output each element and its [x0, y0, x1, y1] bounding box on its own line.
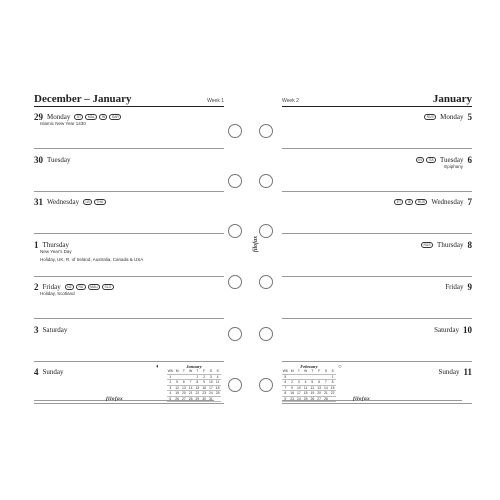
left-week-label: Week 1: [207, 98, 224, 104]
day-name: Tuesday: [440, 155, 464, 164]
calendar-date: 25: [303, 396, 308, 401]
calendar-weekday: S: [324, 369, 327, 373]
calendar-date: 12: [310, 385, 315, 390]
calendar-date: 29: [195, 396, 200, 401]
country-badge: NZ: [65, 284, 74, 290]
binder-hole: [259, 224, 273, 238]
calendar-month-title: February: [300, 364, 318, 369]
calendar-week-row: [167, 397, 221, 403]
calendar-weekday: M: [175, 369, 179, 373]
right-moon-icon: ○: [338, 364, 342, 370]
calendar-date: 15: [195, 385, 200, 390]
right-mini-calendar: [282, 364, 336, 402]
binder-hole: [228, 275, 242, 289]
holiday-badges: [420, 242, 434, 248]
calendar-date: 10: [208, 380, 213, 384]
day-name: Thursday: [42, 240, 69, 249]
left-day-wednesday[interactable]: [34, 192, 224, 234]
day-note: Holiday, UK, R. of Ireland, Australia, Canada & USA: [40, 256, 144, 262]
calendar-date: 12: [175, 385, 180, 390]
country-badge: MAL: [85, 114, 97, 120]
calendar-date: 5: [311, 380, 314, 384]
calendar-date: 28: [188, 396, 193, 401]
calendar-date: 20: [317, 391, 322, 395]
calendar-date: 23: [290, 396, 295, 401]
calendar-date: [174, 375, 181, 380]
country-badge: ET: [394, 199, 403, 205]
day-name: Thursday: [437, 240, 464, 249]
calendar-date: 16: [202, 385, 207, 390]
calendar-week-cell: 3: [169, 385, 172, 390]
calendar-date: 20: [181, 391, 186, 395]
day-heading: [282, 281, 472, 293]
calendar-date: 10: [296, 385, 301, 390]
calendar-date: 9: [291, 385, 294, 390]
calendar-date: 19: [310, 391, 315, 395]
calendar-date: 2: [203, 374, 206, 379]
left-header: [34, 92, 224, 107]
binder-hole: [228, 224, 242, 238]
holiday-badges: [64, 284, 115, 290]
calendar-week-cell: 7: [284, 385, 287, 390]
day-note: Holiday, Scotland: [40, 291, 75, 296]
day-name: Wednesday: [47, 198, 80, 206]
country-badge: IN: [416, 157, 424, 163]
calendar-weekday: F: [318, 369, 321, 373]
day-heading: [282, 196, 472, 208]
calendar-weekday: S: [216, 369, 219, 373]
calendar-date: [181, 375, 188, 380]
calendar-date: 22: [330, 391, 335, 395]
calendar-date: 13: [317, 385, 322, 390]
binder-hole: [228, 174, 242, 188]
binder-hole: [259, 124, 273, 138]
left-brand-logo: filofax: [106, 396, 124, 402]
calendar-date: 14: [188, 385, 193, 390]
day-note: Epiphany: [444, 163, 463, 169]
calendar-date: 24: [296, 396, 301, 401]
calendar-date: 19: [175, 391, 180, 395]
day-note: New Year's Day: [40, 248, 72, 254]
calendar-month-title: January: [186, 364, 202, 369]
calendar-date: 14: [323, 385, 328, 390]
left-day-saturday[interactable]: [34, 320, 224, 362]
day-name: Sunday: [42, 368, 64, 376]
calendar-date: 28: [323, 396, 328, 401]
calendar-week-cell: 6: [284, 380, 287, 384]
calendar-date: [309, 375, 316, 380]
calendar-date: 13: [181, 385, 186, 390]
calendar-date: 24: [208, 391, 213, 395]
holiday-badges: [82, 199, 107, 205]
calendar-date: 18: [303, 391, 308, 395]
binder-hole: [228, 327, 242, 341]
calendar-weekday: T: [182, 369, 185, 373]
day-name: Sunday: [438, 368, 460, 376]
day-heading: [282, 239, 472, 251]
left-day-friday[interactable]: [34, 277, 224, 319]
calendar-weekday: F: [203, 369, 206, 373]
calendar-date: 5: [176, 380, 179, 384]
day-heading: [34, 196, 224, 208]
calendar-date: 8: [331, 380, 334, 384]
day-number: 11: [463, 367, 472, 377]
right-brand-logo: filofax: [353, 396, 371, 402]
calendar-date: 7: [324, 380, 327, 384]
binder-hole: [259, 275, 273, 289]
calendar-date: 30: [202, 396, 207, 401]
calendar-week-row: [282, 397, 336, 403]
calendar-date: [187, 375, 194, 380]
calendar-weekday: W: [189, 369, 193, 373]
calendar-date: 21: [188, 391, 193, 395]
day-number: 5: [467, 112, 472, 122]
binder-hole: [228, 124, 242, 138]
left-day-monday[interactable]: [34, 107, 224, 149]
calendar-week-cell: 2: [169, 380, 172, 384]
calendar-date: 17: [296, 391, 301, 395]
right-day-saturday[interactable]: [282, 320, 472, 362]
holiday-badges: [415, 157, 437, 163]
calendar-date: 31: [208, 396, 213, 401]
right-page: [282, 92, 472, 397]
right-day-thursday[interactable]: [282, 235, 472, 277]
day-number: 10: [463, 324, 472, 335]
calendar-weekday: T: [196, 369, 199, 373]
country-badge: SAR: [109, 114, 121, 120]
right-day-tuesday[interactable]: [282, 150, 472, 192]
country-badge: ST: [74, 114, 83, 120]
calendar-weekday: T: [297, 369, 300, 373]
left-page-title: December – January: [34, 93, 132, 105]
calendar-date: [316, 375, 323, 380]
calendar-date: 11: [215, 380, 220, 384]
binder-hole: [259, 378, 273, 392]
day-name: Tuesday: [47, 155, 71, 164]
calendar-week-cell: 9: [284, 396, 287, 401]
day-number: 30: [34, 154, 43, 165]
day-name: Saturday: [42, 325, 68, 334]
country-badge: THA: [94, 199, 106, 205]
country-badge: MAU: [88, 284, 100, 290]
calendar-date: 15: [330, 385, 335, 390]
calendar-date: [302, 375, 309, 380]
left-moon-icon: ◐: [156, 364, 160, 370]
calendar-weekday: S: [331, 369, 334, 373]
left-page: [34, 92, 224, 397]
day-number: 3: [34, 324, 39, 335]
right-day-wednesday[interactable]: [282, 192, 472, 234]
right-day-friday[interactable]: [282, 277, 472, 319]
day-number: 8: [467, 239, 472, 250]
calendar-date: 1: [196, 374, 199, 379]
day-name: Monday: [47, 113, 71, 121]
calendar-date: 4: [216, 374, 219, 379]
left-mini-calendar: [167, 364, 221, 402]
calendar-date: [296, 375, 303, 380]
day-number: 29: [34, 112, 43, 122]
calendar-date: 27: [181, 396, 186, 401]
day-note: Islamic New Year 1430: [40, 121, 86, 126]
calendar-date: 22: [195, 391, 200, 395]
holiday-badges: [423, 114, 437, 120]
day-number: 9: [467, 282, 472, 292]
calendar-week-cell: 5: [284, 374, 287, 379]
day-number: 6: [467, 154, 472, 165]
day-name: Friday: [445, 283, 464, 291]
spine-brand-logo: filofax: [253, 235, 260, 253]
calendar-week-cell: 5: [169, 396, 172, 401]
calendar-date: [329, 397, 336, 402]
calendar-date: 6: [318, 380, 321, 384]
day-number: 2: [34, 282, 39, 292]
calendar-date: 16: [290, 391, 295, 395]
country-badge: IE: [405, 199, 413, 205]
day-number: 31: [34, 197, 43, 207]
right-header: [282, 92, 472, 107]
calendar-date: 3: [297, 380, 300, 384]
calendar-date: 21: [323, 391, 328, 395]
calendar-date: 1: [331, 374, 334, 379]
holiday-badges: [73, 114, 122, 120]
calendar-weekday: M: [290, 369, 294, 373]
calendar-week-cell: 4: [169, 391, 172, 395]
calendar-weekday: T: [311, 369, 314, 373]
calendar-date: 7: [189, 380, 192, 384]
day-heading: [34, 324, 224, 336]
day-number: 1: [34, 239, 39, 250]
country-badge: IN: [99, 114, 107, 120]
right-day-monday[interactable]: [282, 107, 472, 149]
country-badge: RUS: [415, 199, 427, 205]
country-badge: RUS: [424, 114, 436, 120]
calendar-date: 25: [215, 391, 220, 395]
day-heading: [282, 111, 472, 123]
country-badge: RUS: [421, 242, 433, 248]
calendar-week-cell: 1: [169, 374, 172, 379]
day-name: Monday: [440, 113, 464, 121]
calendar-week-cell: WK: [282, 369, 289, 373]
day-name: Friday: [42, 283, 61, 291]
day-number: 4: [34, 367, 39, 377]
calendar-weekday: S: [209, 369, 212, 373]
calendar-week-cell: 8: [284, 391, 287, 395]
right-page-title: January: [432, 93, 472, 105]
calendar-date: 18: [215, 385, 220, 390]
day-heading: [282, 324, 472, 336]
binder-hole: [259, 174, 273, 188]
calendar-date: 4: [304, 380, 307, 384]
left-day-tuesday[interactable]: [34, 150, 224, 192]
calendar-date: 17: [208, 385, 213, 390]
day-name: Saturday: [434, 325, 459, 334]
calendar-date: 27: [317, 396, 322, 401]
calendar-date: [214, 397, 221, 402]
left-day-thursday[interactable]: [34, 235, 224, 277]
calendar-date: 8: [196, 380, 199, 384]
calendar-date: [289, 375, 296, 380]
calendar-week-cell: WK: [167, 369, 174, 373]
calendar-weekday: W: [304, 369, 308, 373]
calendar-date: [323, 375, 330, 380]
calendar-date: 6: [182, 380, 185, 384]
calendar-date: 9: [203, 380, 206, 384]
calendar-date: 26: [175, 396, 180, 401]
calendar-date: 3: [209, 374, 212, 379]
country-badge: SLO: [102, 284, 114, 290]
day-number: 7: [467, 197, 472, 207]
right-week-label: Week 2: [282, 98, 299, 104]
day-heading: [34, 154, 224, 166]
holiday-badges: [393, 199, 428, 205]
day-name: Wednesday: [431, 198, 464, 206]
country-badge: LB: [83, 199, 92, 205]
country-badge: ITA: [426, 157, 436, 163]
calendar-date: 23: [202, 391, 207, 395]
calendar-date: 11: [303, 385, 308, 390]
country-badge: RU: [76, 284, 86, 290]
calendar-date: 26: [310, 396, 315, 401]
binder-hole: [259, 327, 273, 341]
calendar-date: 2: [291, 380, 294, 384]
binder-hole: [228, 378, 242, 392]
